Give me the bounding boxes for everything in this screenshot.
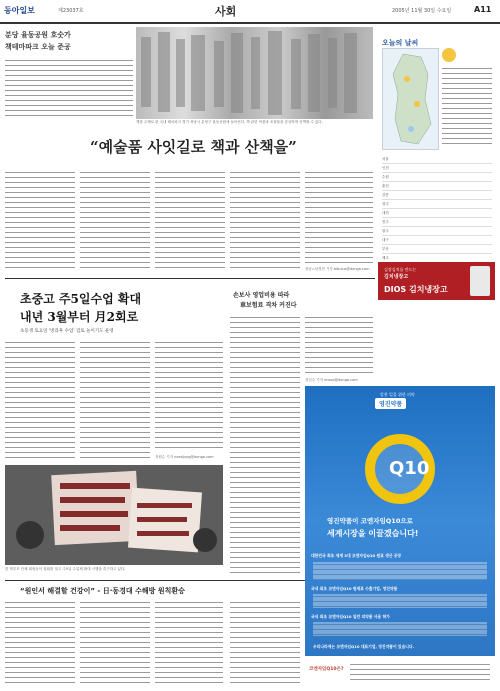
q10-footer-question: 코엔자임Q10은? [309,667,344,672]
weather-city: 서울 [382,155,492,164]
bottom-story-headline: “원인서 해결할 건강이” - 日·동경대 수해방 원칙환승 [20,587,185,595]
bottom-story-col4 [230,600,300,686]
q10-point3-desc [313,622,487,636]
side-story-col1 [230,315,300,577]
weather-city: 제주 [382,256,389,260]
bottom-story-col1 [5,600,75,686]
weather-sun-icon [442,48,456,62]
second-story-headline1: 초중고 주5일수업 확대 [20,292,142,306]
weather-city: 부산 [382,245,492,254]
top-story-col5 [305,170,373,265]
page-number: A11 [474,5,492,14]
q10-headline2: 세계시장을 이끌겠습니다! [327,529,419,538]
dios-product-image [470,266,490,296]
side-story-headline2: 車보험료 격차 커진다 [240,302,297,309]
weather-city: 강릉 [382,191,492,200]
issue-date: 2005년 11월 30일 수요일 [392,8,452,14]
weather-table [382,155,492,260]
second-story-sub: 초등생 토요일 '방과후 수업' 검토 놀이기도 운영 [20,329,114,334]
weather-city: 대전 [382,209,492,218]
top-story-col2 [80,170,150,272]
section-title: 사회 [215,5,237,18]
q10-point1: 대한민국 최초 세계 3대 코엔자임Q10 원료 생산 공장 [311,553,402,558]
side-story-col2 [305,315,373,375]
masthead [0,0,500,24]
dios-line1: 김장김치를 만드는 [384,267,417,272]
q10-point1-desc [313,562,487,580]
weather-box [378,30,495,260]
weather-summary [442,66,492,146]
top-story-photo-caption: 책을 주제로 한 국내 테마파크 경기 성남시 분당구 율동공원에 들어선다. 책 관련 작품과 조형물을 감상하며 산책할 수 있다. [136,120,323,124]
top-story-col1 [5,170,75,272]
dios-brand: DIOS 김치냉장고 [384,285,448,294]
section-divider [5,278,375,279]
q10-point3: 국내 최초 코엔자임Q10 일반 의약품 사용 허가 [311,614,390,619]
second-story-col2 [80,340,150,460]
top-story-byline: 성남=남경현 기자 bibulus@donga.com [305,267,370,271]
weather-city: 전주 [382,218,492,227]
weather-city: 인천 [382,164,492,173]
bottom-story-col2 [80,600,150,686]
weather-map [382,48,439,150]
q10-logo-text: Q10 [389,458,430,479]
second-story-byline: 정원수 기자 needjung@donga.com [155,455,214,459]
weather-title: 오늘의 날씨 [382,39,419,47]
top-story-photo [136,27,373,119]
weather-city: 광주 [382,227,492,236]
korea-map-image [383,49,438,149]
top-story-headline: “예술품 사잇길로 책과 산책을” [90,138,297,156]
side-story-byline: 정임수 기자 imsoo@donga.com [305,378,358,382]
top-story-lead [5,58,133,118]
protest-photo-caption: 한 학부모 단체 회원들이 집회를 열고 주5일 수업제 확대 시행을 촉구하고 있다. [5,567,126,571]
q10-tag: 알찬 일을 위한 의약 [380,392,415,397]
q10-slogan: 우리나라에는 코엔자임Q10 대표기업, 영진약품이 있습니다. [313,644,415,649]
weather-city: 수원 [382,173,492,182]
q10-headline1: 영진약품이 코엔자임Q10으로 [327,517,413,525]
issue-number: 제23037호 [58,8,84,14]
top-story-col3 [155,170,225,272]
second-story-headline2: 내년 3월부터 月2회로 [20,310,139,324]
second-story-col1 [5,340,75,460]
protest-photo [5,465,223,565]
newspaper-logo: 동아일보 [4,6,35,15]
weather-city: 춘천 [382,182,492,191]
protest-image [5,465,223,565]
q10-ad[interactable] [305,386,495,686]
top-story-kicker: 분당 율동공원 호숫가 [5,31,71,39]
q10-footer [305,656,495,686]
top-story-col4 [230,170,300,272]
dios-line2: 김치냉장고 [384,274,409,280]
q10-point2-desc [313,594,487,608]
top-story-kicker2: 책테마파크 오늘 준공 [5,43,71,51]
q10-company: 영진약품 [375,398,406,409]
side-story-headline1: 손보사 영업비용 따라 [233,292,290,299]
book-sculpture-image [136,27,373,119]
top-story-intro [5,30,133,130]
bottom-story-col3 [155,600,223,686]
second-story-col3 [155,340,223,452]
weather-city: 대구 [382,236,492,245]
q10-point2: 국내 최초 코엔자임Q10 원재료 수출기업, 영진약품 [311,586,398,591]
q10-logo [365,434,435,504]
dios-ad[interactable] [378,262,495,300]
q10-footer-text [350,662,490,682]
weather-city: 청주 [382,200,492,209]
